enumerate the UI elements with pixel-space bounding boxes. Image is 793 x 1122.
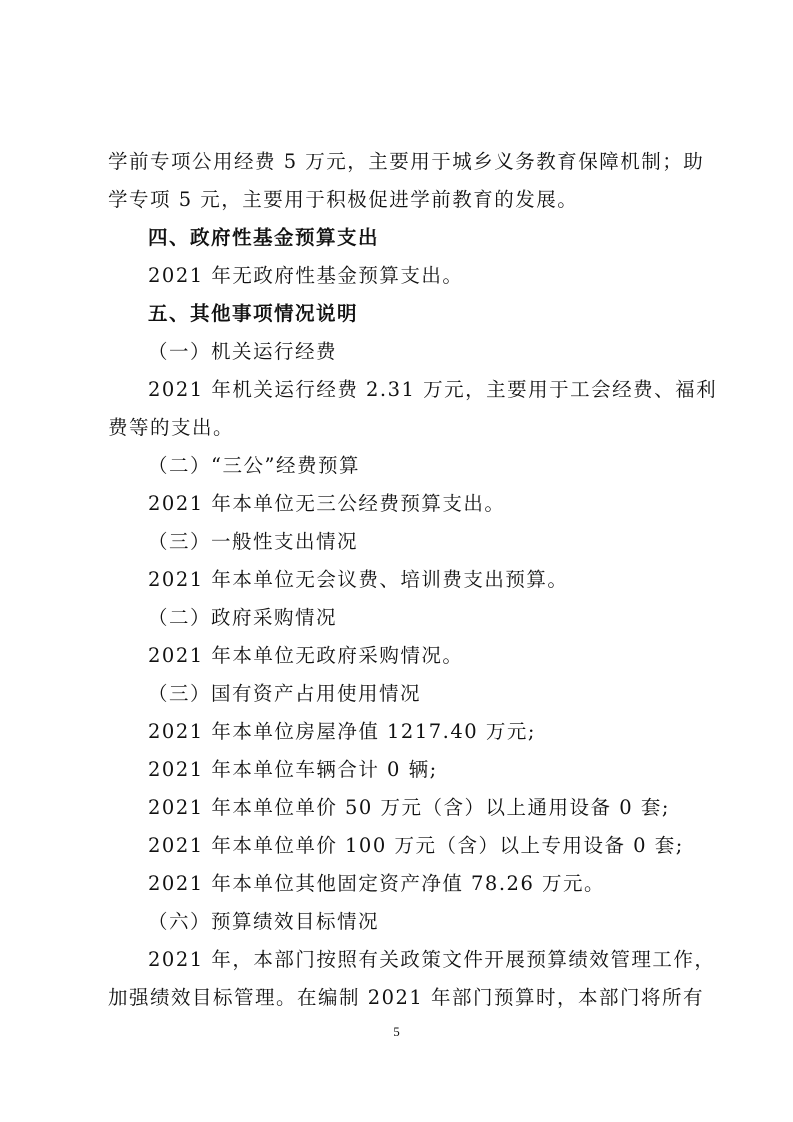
body-text: 学前专项公用经费 5 万元，主要用于城乡义务教育保障机制；助: [108, 150, 705, 173]
body-text: 2021 年本单位无三公经费预算支出。: [148, 492, 506, 515]
subsection-heading: （二）“三公”经费预算: [148, 454, 360, 477]
subsection-heading: （三）国有资产占用使用情况: [148, 682, 422, 705]
body-text: 2021 年本单位车辆合计 0 辆;: [148, 758, 438, 781]
body-text: 2021 年本单位无政府采购情况。: [148, 644, 464, 667]
body-text: 2021 年本单位单价 100 万元（含）以上专用设备 0 套;: [148, 834, 684, 857]
subsection-heading: （一）机关运行经费: [148, 340, 338, 363]
body-text: 2021 年本单位单价 50 万元（含）以上通用设备 0 套;: [148, 796, 670, 819]
body-text: 2021 年无政府性基金预算支出。: [148, 264, 464, 287]
body-text: 加强绩效目标管理。在编制 2021 年部门预算时，本部门将所有: [108, 986, 705, 1009]
page-number: 5: [393, 1024, 400, 1039]
section-heading: 五、其他事项情况说明: [148, 302, 359, 325]
subsection-heading: （二）政府采购情况: [148, 606, 338, 629]
subsection-heading: （六）预算绩效目标情况: [148, 910, 380, 933]
body-text: 2021 年，本部门按照有关政策文件开展预算绩效管理工作，: [148, 948, 716, 971]
body-text: 2021 年本单位无会议费、培训费支出预算。: [148, 568, 569, 591]
body-text: 费等的支出。: [108, 416, 235, 439]
body-text: 2021 年本单位其他固定资产净值 78.26 万元。: [148, 872, 606, 895]
body-text: 2021 年机关运行经费 2.31 万元，主要用于工会经费、福利: [148, 378, 718, 401]
body-text: 2021 年本单位房屋净值 1217.40 万元;: [148, 720, 536, 743]
body-text: 学专项 5 元，主要用于积极促进学前教育的发展。: [108, 188, 579, 211]
subsection-heading: （三）一般性支出情况: [148, 530, 359, 553]
section-heading: 四、政府性基金预算支出: [148, 226, 380, 249]
